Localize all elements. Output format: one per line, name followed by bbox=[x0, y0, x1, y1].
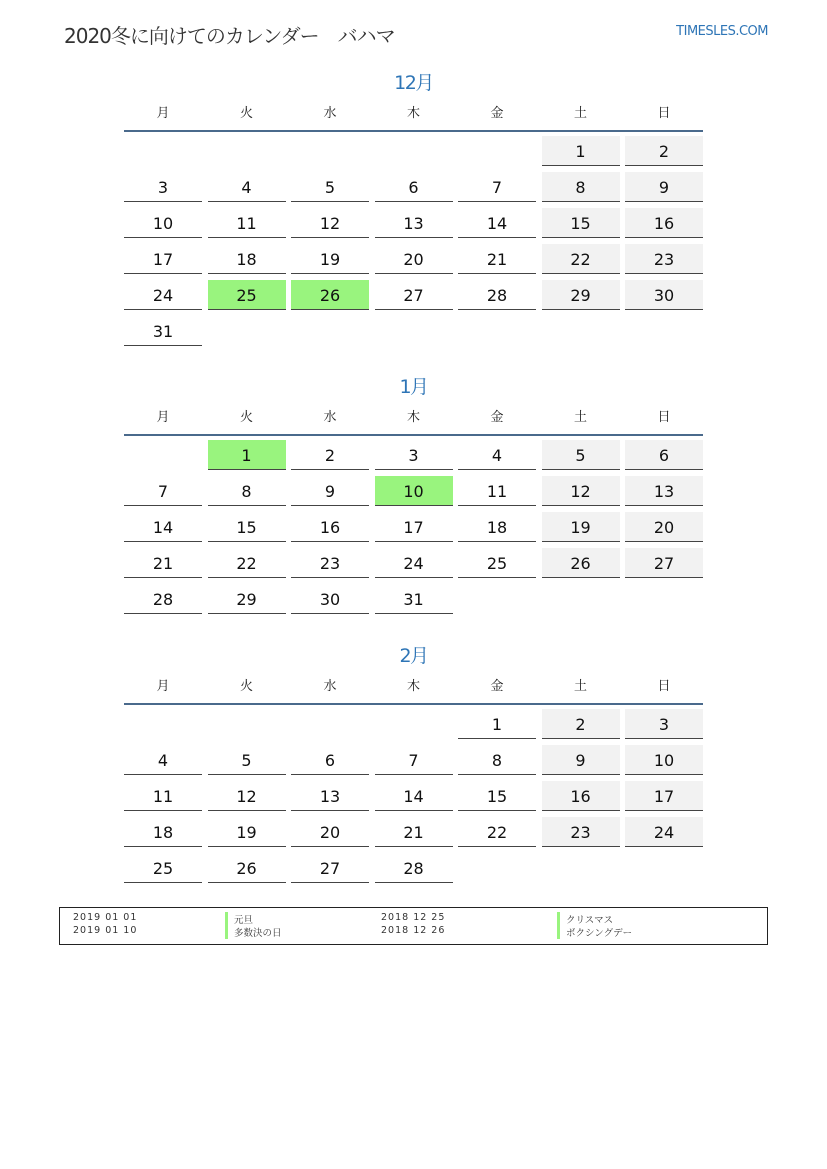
weekday-header bbox=[124, 675, 703, 705]
day-cell: 5 bbox=[291, 172, 369, 202]
day-cell: 27 bbox=[291, 853, 369, 883]
day-cell: 3 bbox=[625, 709, 703, 739]
month-block bbox=[124, 643, 703, 889]
day-cell: 8 bbox=[208, 476, 286, 506]
empty-cell bbox=[375, 316, 453, 346]
weekday-label: 月 bbox=[156, 679, 170, 694]
day-cell: 20 bbox=[291, 817, 369, 847]
weekday-label: 土 bbox=[573, 106, 587, 121]
day-cell: 25 bbox=[458, 548, 536, 578]
day-cell: 10 bbox=[625, 745, 703, 775]
week-row bbox=[124, 316, 703, 352]
day-cell: 2 bbox=[625, 136, 703, 166]
empty-cell bbox=[375, 136, 453, 166]
month-title: 12月 bbox=[394, 72, 433, 94]
empty-cell bbox=[458, 853, 536, 883]
week-row bbox=[124, 781, 703, 817]
day-cell: 22 bbox=[542, 244, 620, 274]
day-cell: 1 bbox=[542, 136, 620, 166]
day-cell: 12 bbox=[208, 781, 286, 811]
day-cell: 22 bbox=[458, 817, 536, 847]
empty-cell bbox=[458, 316, 536, 346]
site-link[interactable]: TIMESLES.COM bbox=[676, 24, 768, 39]
weekday-label: 水 bbox=[323, 106, 337, 121]
day-cell: 31 bbox=[375, 584, 453, 614]
weekday-label: 火 bbox=[239, 106, 253, 121]
day-cell: 18 bbox=[124, 817, 202, 847]
day-cell: 30 bbox=[291, 584, 369, 614]
day-cell: 28 bbox=[375, 853, 453, 883]
week-row bbox=[124, 244, 703, 280]
day-cell: 14 bbox=[124, 512, 202, 542]
day-cell: 8 bbox=[458, 745, 536, 775]
week-row bbox=[124, 853, 703, 889]
day-cell: 20 bbox=[375, 244, 453, 274]
day-cell: 24 bbox=[124, 280, 202, 310]
day-cell: 11 bbox=[458, 476, 536, 506]
empty-cell bbox=[542, 584, 620, 614]
day-cell: 27 bbox=[625, 548, 703, 578]
holiday-cell: 25 bbox=[208, 280, 286, 310]
empty-cell bbox=[625, 853, 703, 883]
day-cell: 6 bbox=[625, 440, 703, 470]
month-title: 2月 bbox=[399, 645, 428, 667]
weekday-label: 日 bbox=[657, 679, 671, 694]
day-cell: 7 bbox=[375, 745, 453, 775]
day-cell: 4 bbox=[208, 172, 286, 202]
day-cell: 13 bbox=[291, 781, 369, 811]
day-cell: 16 bbox=[625, 208, 703, 238]
day-cell: 28 bbox=[458, 280, 536, 310]
day-cell: 16 bbox=[291, 512, 369, 542]
legend-date: 2019 01 10 bbox=[73, 925, 138, 936]
week-row bbox=[124, 512, 703, 548]
empty-cell bbox=[625, 584, 703, 614]
week-row bbox=[124, 584, 703, 620]
day-cell: 19 bbox=[208, 817, 286, 847]
day-cell: 20 bbox=[625, 512, 703, 542]
weekday-label: 木 bbox=[406, 106, 420, 121]
empty-cell bbox=[124, 709, 202, 739]
legend-holiday-name: ボクシングデー bbox=[557, 925, 632, 939]
day-cell: 5 bbox=[542, 440, 620, 470]
weekday-label: 金 bbox=[490, 679, 504, 694]
day-cell: 24 bbox=[625, 817, 703, 847]
day-cell: 2 bbox=[291, 440, 369, 470]
week-row bbox=[124, 136, 703, 172]
weekday-label: 日 bbox=[657, 106, 671, 121]
day-cell: 3 bbox=[375, 440, 453, 470]
weekday-label: 日 bbox=[657, 410, 671, 425]
day-cell: 2 bbox=[542, 709, 620, 739]
holiday-cell: 10 bbox=[375, 476, 453, 506]
day-cell: 26 bbox=[208, 853, 286, 883]
day-cell: 30 bbox=[625, 280, 703, 310]
day-cell: 17 bbox=[625, 781, 703, 811]
month-block bbox=[124, 374, 703, 620]
week-row bbox=[124, 440, 703, 476]
day-cell: 15 bbox=[208, 512, 286, 542]
day-cell: 18 bbox=[208, 244, 286, 274]
page-title: 2020冬に向けてのカレンダー バハマ bbox=[64, 24, 395, 48]
week-row bbox=[124, 548, 703, 584]
weekday-label: 土 bbox=[573, 410, 587, 425]
day-cell: 18 bbox=[458, 512, 536, 542]
day-cell: 23 bbox=[291, 548, 369, 578]
holiday-legend bbox=[59, 907, 768, 945]
day-cell: 8 bbox=[542, 172, 620, 202]
holiday-cell: 26 bbox=[291, 280, 369, 310]
empty-cell bbox=[208, 709, 286, 739]
empty-cell bbox=[124, 440, 202, 470]
weekday-label: 木 bbox=[406, 679, 420, 694]
empty-cell bbox=[208, 316, 286, 346]
day-cell: 19 bbox=[542, 512, 620, 542]
empty-cell bbox=[291, 136, 369, 166]
day-cell: 17 bbox=[375, 512, 453, 542]
day-cell: 19 bbox=[291, 244, 369, 274]
day-cell: 17 bbox=[124, 244, 202, 274]
weekday-label: 火 bbox=[239, 410, 253, 425]
day-cell: 14 bbox=[458, 208, 536, 238]
month-block bbox=[124, 70, 703, 352]
day-cell: 4 bbox=[124, 745, 202, 775]
weekday-label: 水 bbox=[323, 679, 337, 694]
weekday-label: 月 bbox=[156, 106, 170, 121]
holiday-cell: 1 bbox=[208, 440, 286, 470]
day-cell: 6 bbox=[375, 172, 453, 202]
day-cell: 12 bbox=[291, 208, 369, 238]
empty-cell bbox=[291, 316, 369, 346]
legend-holiday-name: 元旦 bbox=[225, 912, 253, 926]
week-row bbox=[124, 709, 703, 745]
weekday-label: 水 bbox=[323, 410, 337, 425]
day-cell: 1 bbox=[458, 709, 536, 739]
week-row bbox=[124, 208, 703, 244]
day-cell: 24 bbox=[375, 548, 453, 578]
day-cell: 9 bbox=[542, 745, 620, 775]
week-row bbox=[124, 817, 703, 853]
day-cell: 11 bbox=[208, 208, 286, 238]
empty-cell bbox=[458, 584, 536, 614]
day-cell: 14 bbox=[375, 781, 453, 811]
empty-cell bbox=[542, 853, 620, 883]
day-cell: 13 bbox=[625, 476, 703, 506]
day-cell: 27 bbox=[375, 280, 453, 310]
weekday-label: 火 bbox=[239, 679, 253, 694]
day-cell: 23 bbox=[542, 817, 620, 847]
legend-holiday-name: 多数決の日 bbox=[225, 925, 282, 939]
day-cell: 26 bbox=[542, 548, 620, 578]
weekday-header bbox=[124, 406, 703, 436]
day-cell: 12 bbox=[542, 476, 620, 506]
empty-cell bbox=[375, 709, 453, 739]
day-cell: 9 bbox=[291, 476, 369, 506]
empty-cell bbox=[625, 316, 703, 346]
day-cell: 10 bbox=[124, 208, 202, 238]
day-cell: 21 bbox=[124, 548, 202, 578]
empty-cell bbox=[458, 136, 536, 166]
empty-cell bbox=[291, 709, 369, 739]
weekday-label: 月 bbox=[156, 410, 170, 425]
weekday-header bbox=[124, 102, 703, 132]
day-cell: 9 bbox=[625, 172, 703, 202]
day-cell: 29 bbox=[542, 280, 620, 310]
legend-holiday-name: クリスマス bbox=[557, 912, 613, 926]
day-cell: 22 bbox=[208, 548, 286, 578]
day-cell: 5 bbox=[208, 745, 286, 775]
day-cell: 15 bbox=[458, 781, 536, 811]
empty-cell bbox=[208, 136, 286, 166]
day-cell: 6 bbox=[291, 745, 369, 775]
weekday-label: 金 bbox=[490, 106, 504, 121]
legend-date: 2019 01 01 bbox=[73, 912, 138, 923]
day-cell: 21 bbox=[458, 244, 536, 274]
day-cell: 11 bbox=[124, 781, 202, 811]
day-cell: 25 bbox=[124, 853, 202, 883]
day-cell: 7 bbox=[124, 476, 202, 506]
day-cell: 7 bbox=[458, 172, 536, 202]
day-cell: 28 bbox=[124, 584, 202, 614]
month-title: 1月 bbox=[399, 376, 428, 398]
day-cell: 31 bbox=[124, 316, 202, 346]
legend-date: 2018 12 25 bbox=[381, 912, 446, 923]
day-cell: 21 bbox=[375, 817, 453, 847]
day-cell: 23 bbox=[625, 244, 703, 274]
weekday-label: 金 bbox=[490, 410, 504, 425]
day-cell: 29 bbox=[208, 584, 286, 614]
legend-date: 2018 12 26 bbox=[381, 925, 446, 936]
week-row bbox=[124, 476, 703, 512]
day-cell: 3 bbox=[124, 172, 202, 202]
week-row bbox=[124, 172, 703, 208]
weekday-label: 土 bbox=[573, 679, 587, 694]
empty-cell bbox=[542, 316, 620, 346]
week-row bbox=[124, 280, 703, 316]
weekday-label: 木 bbox=[406, 410, 420, 425]
day-cell: 13 bbox=[375, 208, 453, 238]
day-cell: 16 bbox=[542, 781, 620, 811]
week-row bbox=[124, 745, 703, 781]
empty-cell bbox=[124, 136, 202, 166]
day-cell: 4 bbox=[458, 440, 536, 470]
day-cell: 15 bbox=[542, 208, 620, 238]
